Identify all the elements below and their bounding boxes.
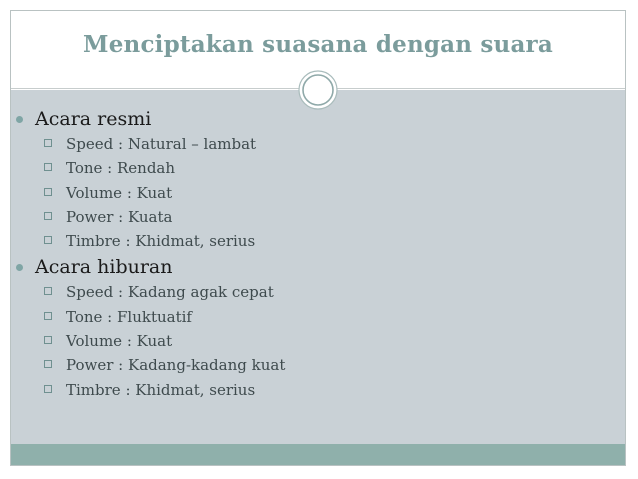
list-item	[13, 156, 285, 180]
slide-title: Menciptakan suasana dengan suara	[83, 31, 553, 58]
item-text: Speed : Natural – lambat	[66, 135, 257, 153]
section-heading: Acara hiburan	[35, 256, 173, 279]
list-item	[13, 254, 285, 280]
square-bullet-icon	[44, 212, 52, 220]
item-text: Tone : Rendah	[66, 159, 176, 178]
item-text: Timbre : Khidmat, serius	[66, 380, 256, 399]
bullet-dot-icon	[16, 264, 23, 271]
item-text: Power : Kadang-kadang kuat	[66, 356, 286, 375]
bullet-list	[13, 106, 285, 402]
bullet-dot-icon	[16, 116, 23, 123]
sub-list	[13, 280, 285, 401]
square-bullet-icon	[44, 385, 52, 393]
square-bullet-icon	[44, 163, 52, 171]
section-entertainment	[13, 254, 285, 401]
section-heading: Acara resmi	[35, 108, 152, 130]
item-text: Speed : Kadang agak cepat	[66, 283, 274, 302]
item-text: Tone : Fluktuatif	[66, 307, 192, 326]
square-bullet-icon	[44, 336, 52, 344]
square-bullet-icon	[44, 287, 52, 295]
square-bullet-icon	[44, 139, 52, 147]
sub-list	[13, 132, 285, 253]
item-text: Timbre : Khidmat, serius	[66, 232, 256, 251]
list-item	[13, 353, 285, 377]
list-item	[13, 181, 285, 205]
list-item	[13, 378, 285, 402]
list-item	[13, 305, 285, 329]
list-item	[13, 106, 285, 132]
square-bullet-icon	[44, 188, 52, 196]
footer-bar	[11, 444, 625, 465]
square-bullet-icon	[44, 312, 52, 320]
list-item	[13, 280, 285, 304]
square-bullet-icon	[44, 360, 52, 368]
section-formal	[13, 106, 285, 253]
list-item	[13, 205, 285, 229]
list-item	[13, 329, 285, 353]
circle-ornament-icon	[298, 70, 338, 110]
list-item	[13, 229, 285, 253]
list-item	[13, 132, 285, 156]
item-text: Volume : Kuat	[66, 183, 173, 202]
item-text: Volume : Kuat	[66, 332, 173, 351]
square-bullet-icon	[44, 236, 52, 244]
item-text: Power : Kuata	[66, 207, 173, 226]
